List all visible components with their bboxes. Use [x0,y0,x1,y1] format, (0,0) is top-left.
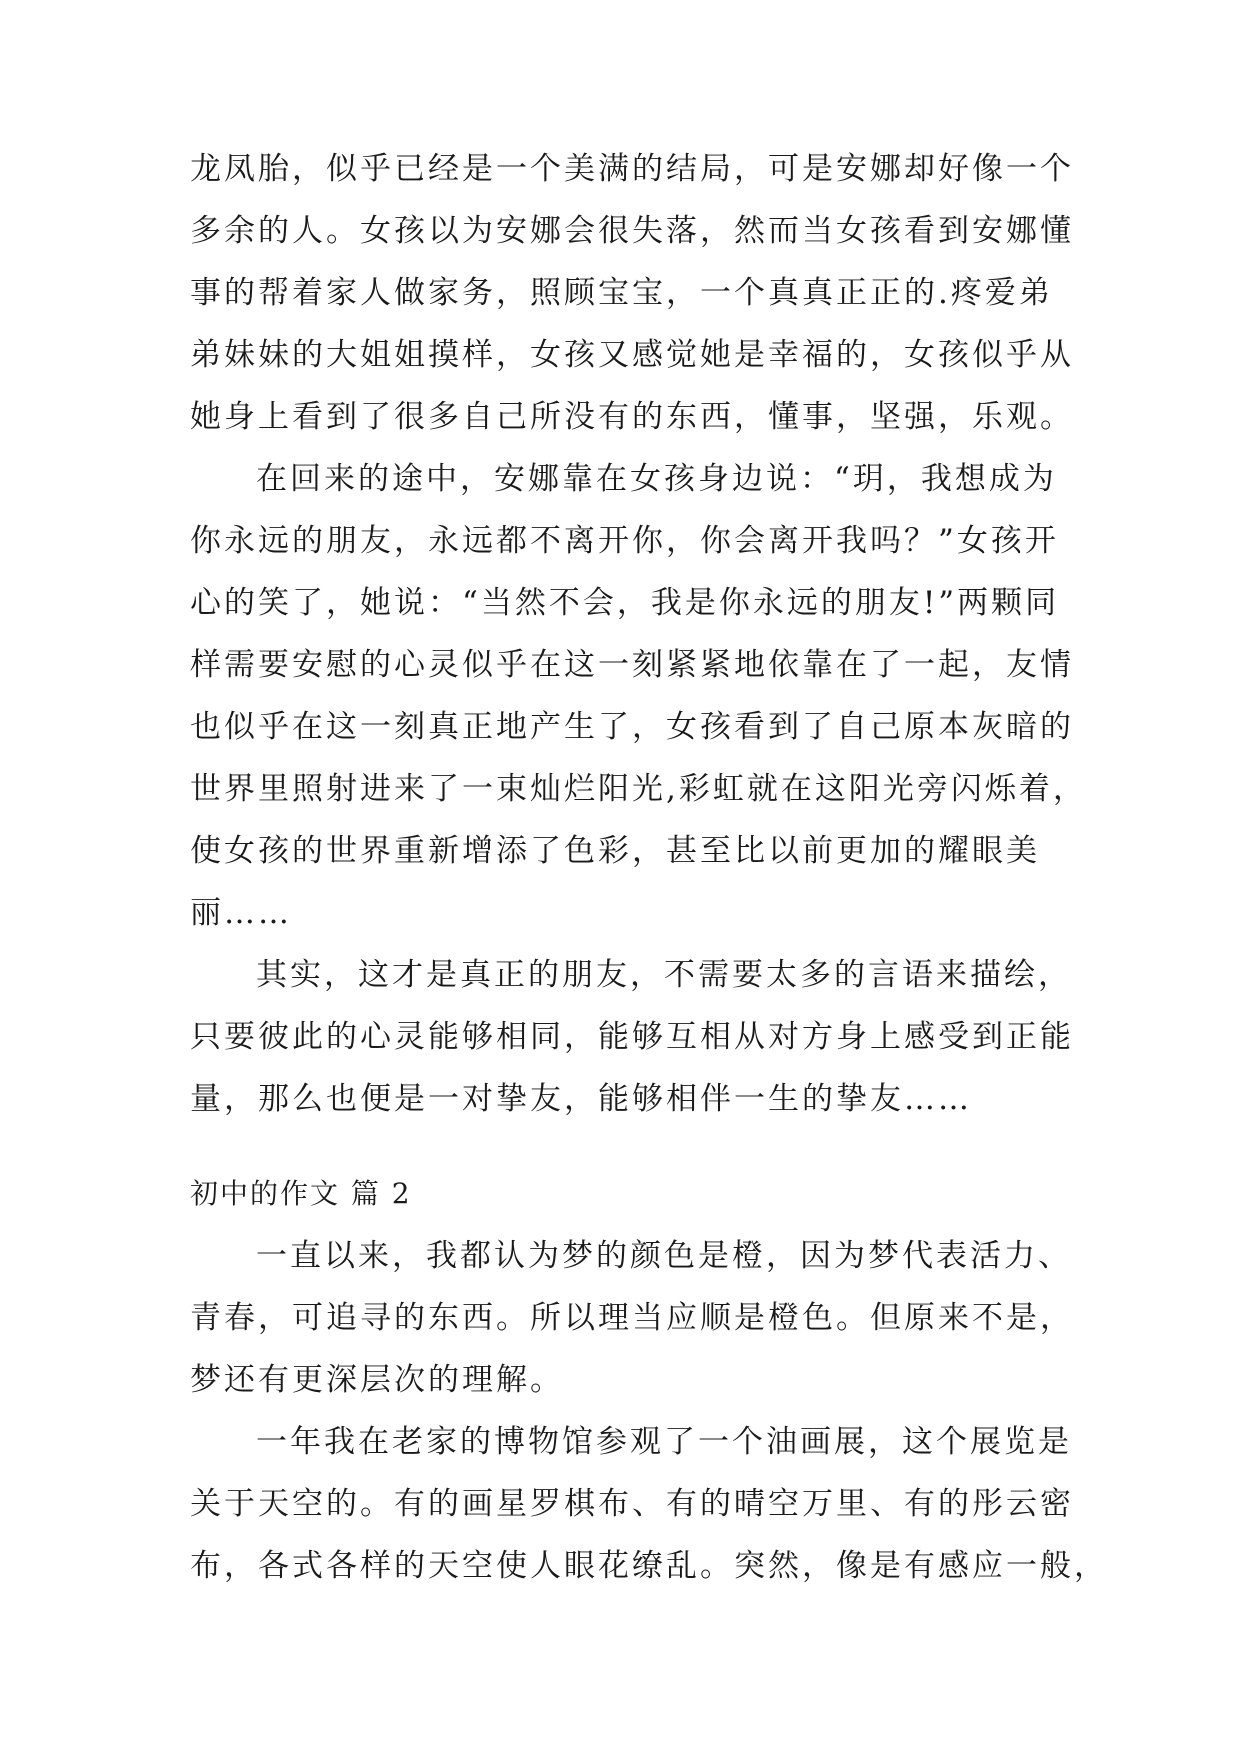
paragraph-line: 关于天空的。有的画星罗棋布、有的晴空万里、有的彤云密 [190,1486,1074,1522]
paragraph-line: 一年我在老家的博物馆参观了一个油画展，这个展览是 [256,1424,1072,1460]
paragraph-line: 心的笑了，她说：“当然不会，我是你永远的朋友!”两颗同 [190,585,1060,621]
paragraph-line: 她身上看到了很多自己所没有的东西，懂事，坚强，乐观。 [190,399,1074,435]
paragraph-line: 在回来的途中，安娜靠在女孩身边说：“玥，我想成为 [256,461,1057,497]
paragraph-line: 一直以来，我都认为梦的颜色是橙，因为梦代表活力、 [256,1238,1072,1274]
paragraph-line: 使女孩的世界重新增添了色彩，甚至比以前更加的耀眼美 [190,833,1040,869]
paragraph-line: 梦还有更深层次的理解。 [190,1362,564,1398]
paragraph-line: 你永远的朋友，永远都不离开你，你会离开我吗？”女孩开 [190,523,1059,559]
document-body [190,0,1108,1754]
paragraph-line: 青春，可追寻的东西。所以理当应顺是橙色。但原来不是， [190,1300,1074,1336]
paragraph-line: 只要彼此的心灵能够相同，能够互相从对方身上感受到正能 [190,1019,1074,1055]
paragraph-line: 丽…… [190,895,292,931]
paragraph-line: 也似乎在这一刻真正地产生了，女孩看到了自己原本灰暗的 [190,709,1074,745]
section-heading: 初中的作文 篇 2 [190,1177,412,1210]
paragraph-line: 弟妹妹的大姐姐摸样，女孩又感觉她是幸福的，女孩似乎从 [190,337,1074,373]
paragraph-line: 样需要安慰的心灵似乎在这一刻紧紧地依靠在了一起，友情 [190,647,1074,683]
paragraph-line: 世界里照射进来了一束灿烂阳光,彩虹就在这阳光旁闪烁着， [190,771,1087,807]
paragraph-line: 多余的人。女孩以为安娜会很失落，然而当女孩看到安娜懂 [190,213,1074,249]
paragraph-line: 其实，这才是真正的朋友，不需要太多的言语来描绘， [256,957,1072,993]
paragraph-line: 量，那么也便是一对挚友，能够相伴一生的挚友…… [190,1081,972,1117]
paragraph-line: 龙凤胎，似乎已经是一个美满的结局，可是安娜却好像一个 [190,151,1074,187]
paragraph-line: 事的帮着家人做家务，照顾宝宝，一个真真正正的.疼爱弟 [190,275,1053,311]
paragraph-line: 布，各式各样的天空使人眼花缭乱。突然，像是有感应一般， [190,1548,1108,1584]
